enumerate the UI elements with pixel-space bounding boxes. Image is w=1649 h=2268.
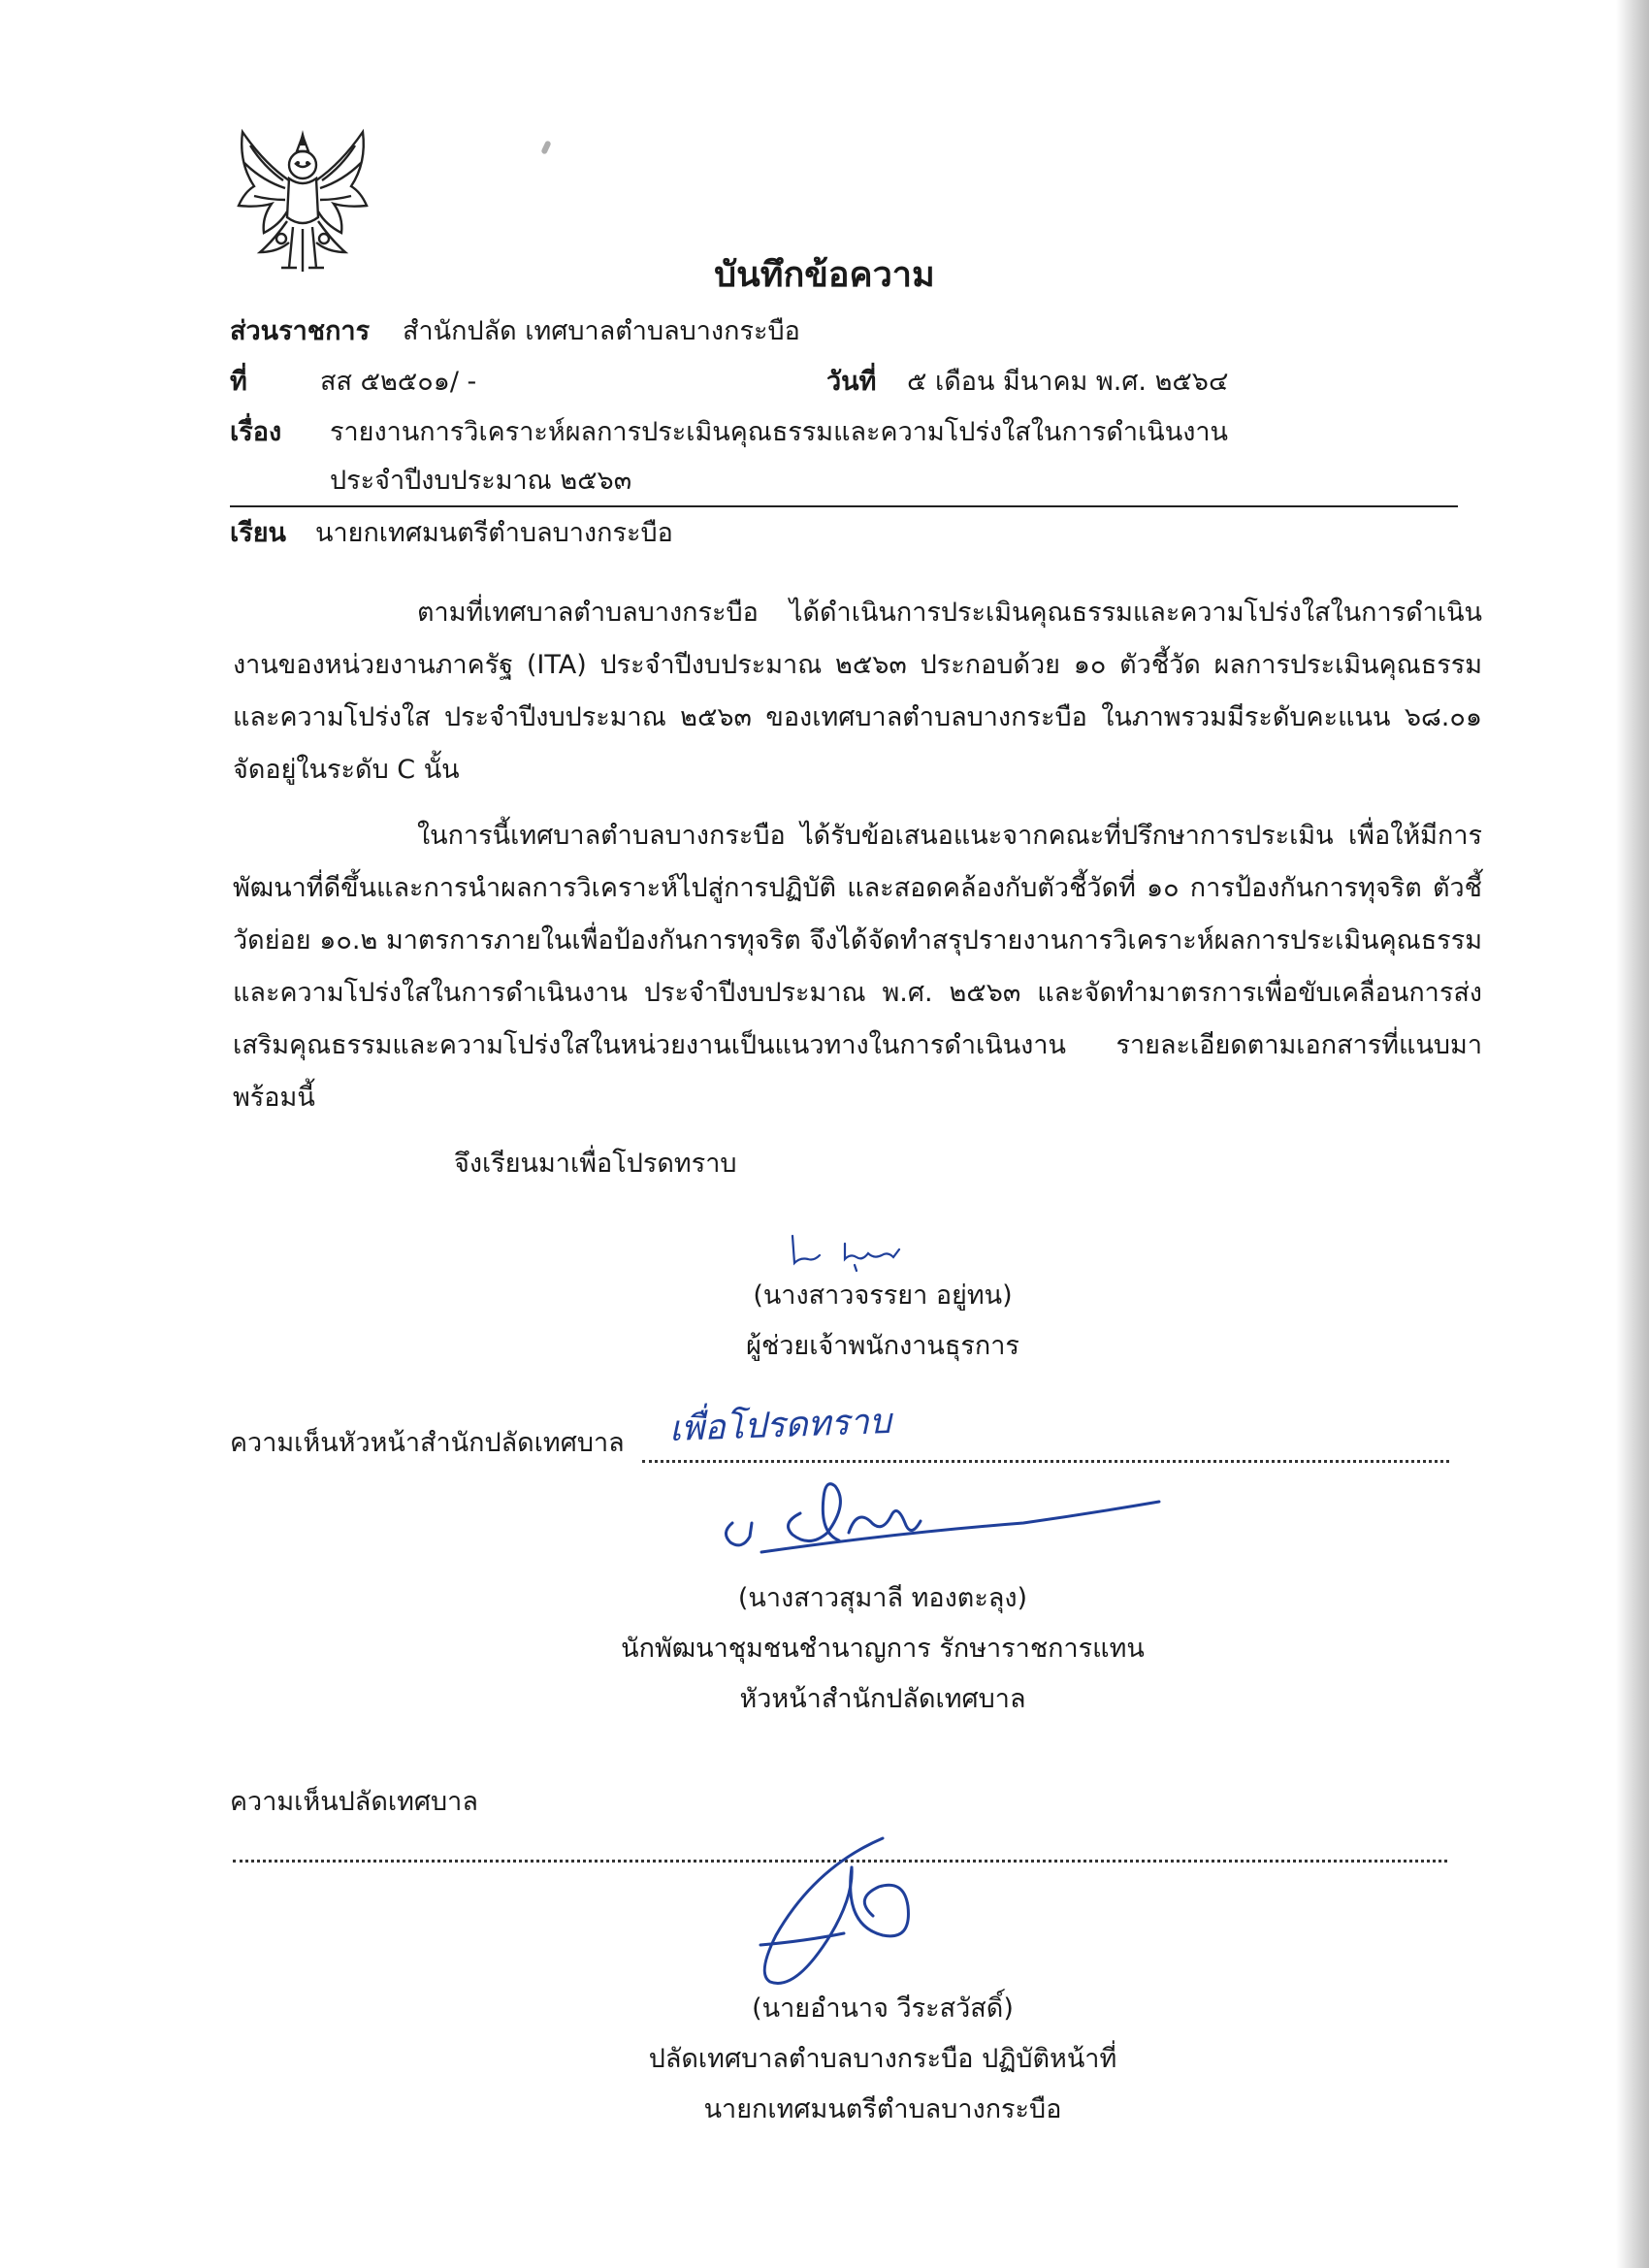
signer-3-position-line-2: นายกเทศมนตรีตำบลบางกระบือ — [703, 2094, 1062, 2124]
subject-label: เรื่อง — [230, 417, 282, 447]
signature-3 — [737, 1829, 970, 2003]
signer-1-position: ผู้ช่วยเจ้าพนักงานธุรการ — [746, 1331, 1019, 1361]
memo-title: บันทึกข้อความ — [714, 255, 935, 295]
opinion-1-handwriting: เพื่อโปรดทราบ — [668, 1402, 892, 1449]
body-paragraph-1-text: ตามที่เทศบาลตำบลบางกระบือ ได้ดำเนินการประเมินคุณธรรมและความโปร่งใสในการดำเนินงานของหน่วยงานภาครัฐ (ITA) ประจำปีงบประมาณ ๒๕๖๓ ประกอบด้วย ๑๐ ตัวชี้วัด ผลการประเมินคุณธรรมและความโปร่งใส ประจำปีงบประมาณ ๒๕๖๓ ของเทศบาลตำบลบางกระบือ ในภาพรวมมีระดับคะแนน ๖๘.๐๑ จัดอยู่ในระดับ C นั้น — [233, 598, 1482, 785]
opinion-2-label: ความเห็นปลัดเทศบาล — [230, 1787, 478, 1817]
ref-value: สส ๕๒๕๐๑/ - — [320, 367, 477, 397]
signature-1 — [781, 1230, 936, 1277]
to-label: เรียน — [230, 518, 287, 548]
scan-speck — [540, 140, 551, 154]
date-label: วันที่ — [826, 367, 877, 397]
scan-edge — [1616, 0, 1649, 2268]
date-value: ๕ เดือน มีนาคม พ.ศ. ๒๕๖๔ — [907, 367, 1229, 397]
signer-1-name: (นางสาวจรรยา อยู่ทน) — [753, 1280, 1013, 1311]
body-paragraph-1 — [233, 587, 1482, 796]
opinion-1-label: ความเห็นหัวหน้าสำนักปลัดเทศบาล — [230, 1428, 625, 1458]
signer-3-position-line-1: ปลัดเทศบาลตำบลบางกระบือ ปฏิบัติหน้าที่ — [648, 2044, 1117, 2074]
subject-line-2: ประจำปีงบประมาณ ๒๕๖๓ — [330, 466, 632, 496]
signature-2 — [703, 1465, 1169, 1571]
header-divider — [230, 505, 1458, 507]
subject-line-1: รายงานการวิเคราะห์ผลการประเมินคุณธรรมและความโปร่งใสในการดำเนินงาน — [330, 417, 1229, 447]
body-paragraph-2-text: ในการนี้เทศบาลตำบลบางกระบือ ได้รับข้อเสนอแนะจากคณะที่ปรึกษาการประเมิน เพื่อให้มีการพัฒนาที่ดีขึ้นและการนำผลการวิเคราะห์ไปสู่การปฏิบัติ และสอดคล้องกับตัวชี้วัดที่ ๑๐ การป้องกันการทุจริต ตัวชี้วัดย่อย ๑๐.๒ มาตรการภายในเพื่อป้องกันการทุจริต จึงได้จัดทำสรุปรายงานการวิเคราะห์ผลการประเมินคุณธรรมและความโปร่งใสในการดำเนินงาน ประจำปีงบประมาณ พ.ศ. ๒๕๖๓ และจัดทำมาตรการเพื่อขับเคลื่อนการส่งเสริมคุณธรรมและความโปร่งใสในหน่วยงานเป็นแนวทางในการดำเนินงาน รายละเอียดตามเอกสารที่แนบมาพร้อมนี้ — [233, 821, 1482, 1113]
signer-2-name: (นางสาวสุมาลี ทองตะลุง) — [737, 1583, 1028, 1613]
body-paragraph-2 — [233, 810, 1482, 1124]
agency-label: ส่วนราชการ — [230, 316, 371, 346]
signer-3-name: (นายอำนาจ วีระสวัสดิ์) — [752, 1993, 1014, 2024]
signer-2-position-line-2: หัวหน้าสำนักปลัดเทศบาล — [739, 1684, 1026, 1714]
signer-2-position-line-1: นักพัฒนาชุมชนชำนาญการ รักษาราชการแทน — [621, 1634, 1145, 1664]
to-value: นายกเทศมนตรีตำบลบางกระบือ — [315, 518, 673, 548]
ref-label: ที่ — [230, 367, 247, 397]
opinion-1-dotted-line — [642, 1460, 1449, 1463]
closing-line: จึงเรียนมาเพื่อโปรดทราบ — [454, 1149, 737, 1179]
agency-value: สำนักปลัด เทศบาลตำบลบางกระบือ — [403, 316, 800, 346]
